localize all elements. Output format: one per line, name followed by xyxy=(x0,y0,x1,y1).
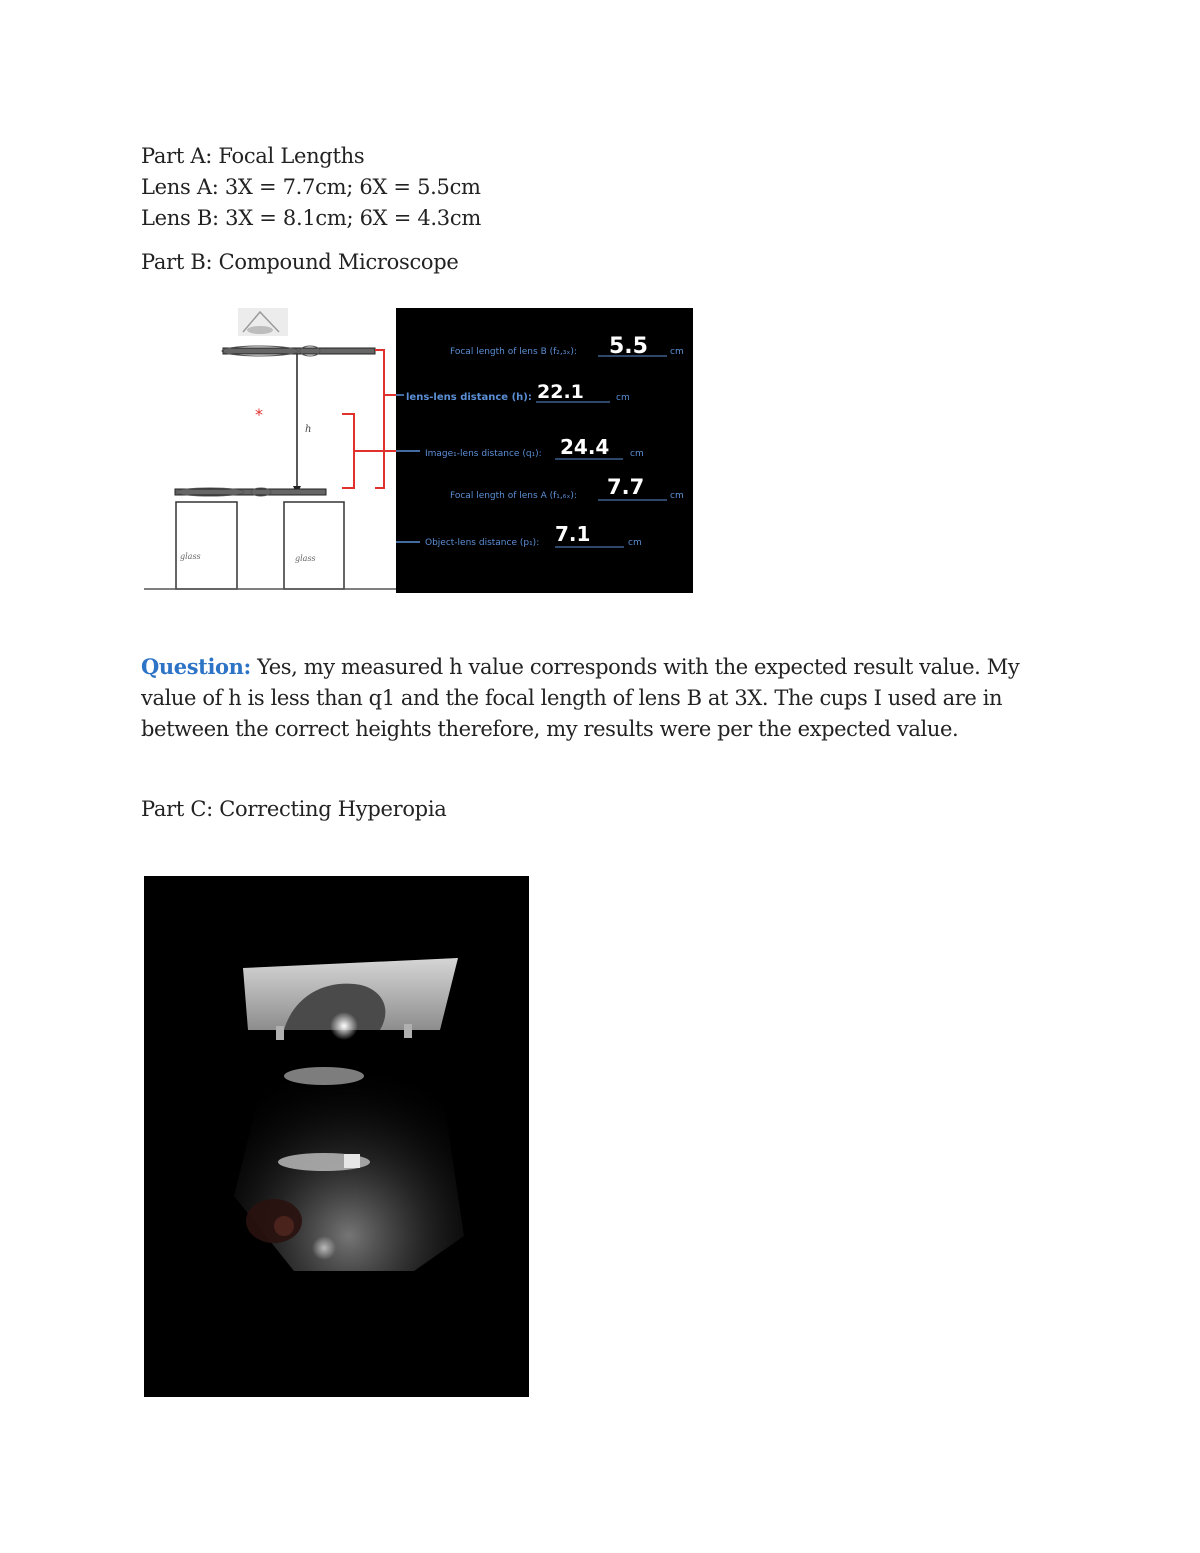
lens-b-bar xyxy=(223,348,375,354)
measurement-panel xyxy=(396,308,693,593)
microscope-sketch xyxy=(144,308,410,592)
image-lens-distance-value: 24.4 xyxy=(560,435,610,459)
cup-left xyxy=(176,502,237,589)
focal-length-lens-b-label: Focal length of lens B (f₂,₃ₓ): xyxy=(450,347,577,357)
eye-icon xyxy=(238,308,288,336)
asterisk-mark: * xyxy=(255,405,263,424)
focal-length-lens-a-value: 7.7 xyxy=(607,475,645,499)
image-lens-distance-unit: cm xyxy=(630,449,644,459)
h-label: h xyxy=(305,424,312,435)
part-a-heading: Part A: Focal Lengths xyxy=(141,144,365,168)
focal-length-lens-b-value: 5.5 xyxy=(609,334,648,359)
object-lens-distance-label: Object-lens distance (p₁): xyxy=(425,538,540,548)
cup-right xyxy=(284,502,344,589)
hyperopia-setup-photo xyxy=(144,876,529,1397)
lens-lens-distance-label: lens-lens distance (h): xyxy=(406,392,532,403)
focal-length-lens-b-unit: cm xyxy=(670,347,684,357)
lens-lens-distance-unit: cm xyxy=(616,393,630,403)
question-answer: Yes, my measured h value corresponds with the expected result value. My value of h is less than q1 and the focal length of lens B at 3X. The cups I used are in between the correct heights therefore, my results were per the expected value. xyxy=(141,655,1020,741)
lens-b-values: Lens B: 3X = 8.1cm; 6X = 4.3cm xyxy=(141,206,481,230)
focal-length-lens-a-unit: cm xyxy=(670,491,684,501)
image-lens-distance-label: Image₁-lens distance (q₁): xyxy=(425,449,542,459)
focal-length-lens-a-label: Focal length of lens A (f₁,₆ₓ): xyxy=(450,491,577,501)
part-b-heading: Part B: Compound Microscope xyxy=(141,250,459,274)
lens-a-values: Lens A: 3X = 7.7cm; 6X = 5.5cm xyxy=(141,175,481,199)
compound-microscope-figure xyxy=(140,308,694,594)
cup-right-label: glass xyxy=(295,554,316,563)
lens-lens-distance-value: 22.1 xyxy=(537,381,584,403)
object-lens-distance-unit: cm xyxy=(628,538,642,548)
question-paragraph xyxy=(141,651,1061,745)
question-label: Question: xyxy=(141,654,251,679)
cup-left-label: glass xyxy=(180,552,201,561)
object-lens-distance-value: 7.1 xyxy=(555,522,591,546)
part-c-heading: Part C: Correcting Hyperopia xyxy=(141,797,447,821)
